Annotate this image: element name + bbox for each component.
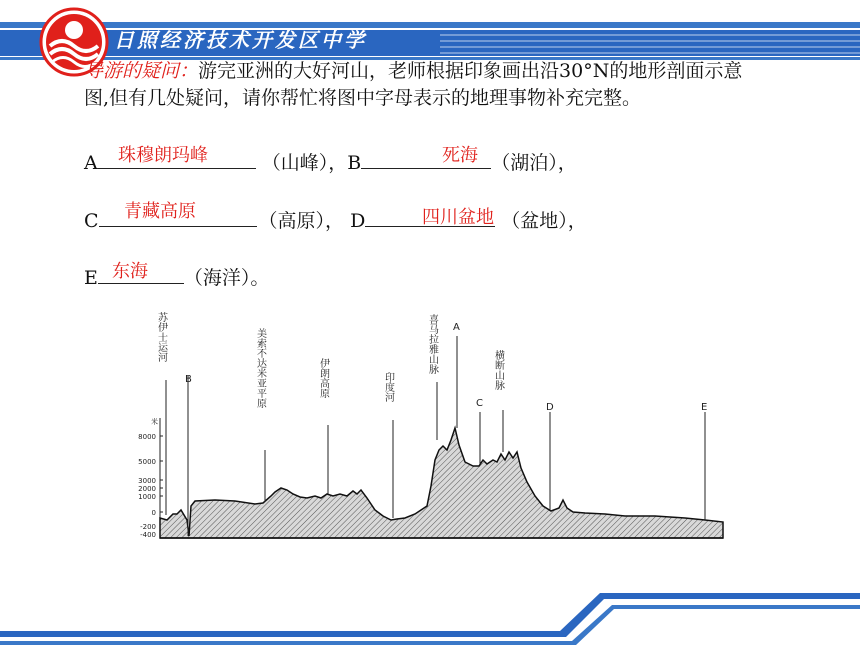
blank-c-suffix: （高原）， (258, 210, 345, 232)
blank-c-letter: C (84, 210, 99, 232)
blank-d-suffix: （盆地）， (501, 210, 587, 232)
label-e: E (701, 402, 708, 413)
blank-d-letter: D (350, 210, 366, 232)
question-prefix: 导游的疑问： (84, 60, 199, 82)
label-suez-canal: 苏伊士运河 (155, 312, 167, 362)
answer-a: 珠穆朗玛峰 (118, 145, 208, 166)
blank-e-suffix: （海洋）。 (183, 267, 270, 289)
label-iran-plateau: 伊朗高原 (317, 358, 329, 398)
blank-a-letter: A (84, 152, 98, 174)
question-text (84, 58, 744, 112)
label-b: B (185, 374, 192, 385)
answer-b: 死海 (442, 145, 478, 166)
label-d: D (546, 402, 554, 413)
blank-a-suffix: （山峰）， (261, 152, 348, 174)
label-a: A (453, 322, 460, 333)
school-name: 日照经济技术开发区中学 (114, 28, 367, 52)
question-body: 游完亚洲的大好河山，老师根据印象画出沿30°N的地形剖面示意图,但有几处疑问，请你帮忙将图中字母表示的地理事物补充完整。 (84, 60, 743, 109)
y-tick-minus400: -400 (140, 531, 156, 539)
answer-c: 青藏高原 (124, 201, 196, 222)
label-mesopotamia: 美索不达米亚平原 (254, 328, 266, 408)
blank-e-letter: E (84, 267, 98, 289)
y-tick-0: 0 (151, 509, 156, 517)
blank-b-letter: B (347, 152, 362, 174)
label-c: C (476, 398, 483, 409)
answer-d: 四川盆地 (422, 207, 494, 228)
y-unit: 米 (151, 418, 158, 426)
y-tick-1000: 1000 (138, 493, 156, 501)
terrain-profile (125, 300, 735, 550)
y-tick-8000: 8000 (138, 433, 156, 441)
terrain-silhouette (160, 428, 723, 538)
y-tick-2000: 2000 (138, 485, 156, 493)
answer-e: 东海 (112, 261, 148, 282)
bottom-decoration (0, 575, 860, 645)
y-tick-5000: 5000 (138, 458, 156, 466)
label-indus-river: 印度河 (382, 372, 394, 402)
y-tick-3000: 3000 (138, 477, 156, 485)
label-hengduan: 横断山脉 (492, 350, 504, 390)
label-himalaya: 喜马拉雅山脉 (426, 314, 438, 374)
blank-b-suffix: （湖泊）， (491, 152, 577, 174)
y-tick-minus200: -200 (140, 523, 156, 531)
terrain-profile-svg (125, 300, 735, 550)
